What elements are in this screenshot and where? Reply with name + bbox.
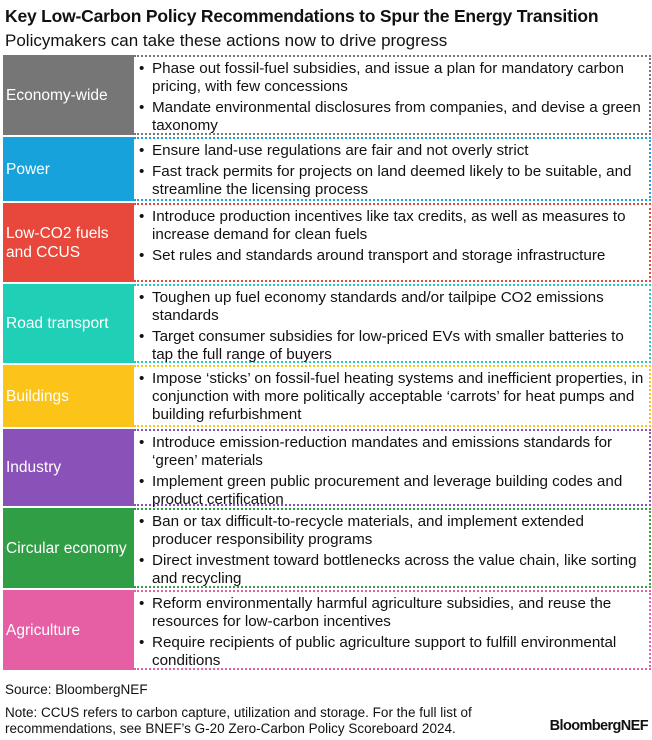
category-label: Circular economy <box>3 508 134 588</box>
bullet-list <box>138 370 645 424</box>
list-item: • Ban or tax difficult-to-recycle materials, and implement extended producer responsibility programs <box>138 513 645 549</box>
category-label: Economy-wide <box>3 55 134 135</box>
list-item: • Target consumer subsidies for low-priced EVs with smaller batteries to tap the full range of buyers <box>138 328 645 364</box>
recommendation-cell <box>134 284 651 363</box>
table-row <box>3 508 651 588</box>
recommendation-cell <box>134 508 651 588</box>
table-row <box>3 55 651 135</box>
table-row <box>3 284 651 363</box>
bullet-list <box>138 142 645 199</box>
list-item: • Ensure land-use regulations are fair and not overly strict <box>138 142 645 160</box>
category-label: Industry <box>3 429 134 506</box>
list-item: • Fast track permits for projects on land deemed likely to be suitable, and streamline the licensing process <box>138 163 645 199</box>
list-item: • Toughen up fuel economy standards and/or tailpipe CO2 emissions standards <box>138 289 645 325</box>
category-label: Agriculture <box>3 590 134 670</box>
recommendation-cell <box>134 429 651 506</box>
list-item: • Phase out fossil-fuel subsidies, and issue a plan for mandatory carbon pricing, with few concessions <box>138 60 645 96</box>
recommendation-cell <box>134 55 651 135</box>
bullet-list <box>138 289 645 364</box>
bullet-list <box>138 434 645 509</box>
bullet-list <box>138 60 645 135</box>
source-text: Source: BloombergNEF <box>5 682 148 697</box>
bullet-list <box>138 513 645 588</box>
table-row <box>3 429 651 506</box>
list-item: • Set rules and standards around transport and storage infrastructure <box>138 247 645 265</box>
list-item: • Introduce production incentives like tax credits, as well as measures to increase demand for clean fuels <box>138 208 645 244</box>
note-text: Note: CCUS refers to carbon capture, utilization and storage. For the full list of recommendations, see BNEF’s G-20 Zero-Carbon Policy Scoreboard 2024. <box>5 705 472 736</box>
recommendation-cell <box>134 365 651 427</box>
bullet-list <box>138 208 645 265</box>
list-item: • Reform environmentally harmful agriculture subsidies, and reuse the resources for low-carbon incentives <box>138 595 645 631</box>
table-row <box>3 203 651 282</box>
table-row <box>3 365 651 427</box>
brand-logo: BloombergNEF <box>549 718 648 734</box>
recommendation-cell <box>134 203 651 282</box>
table-row <box>3 137 651 201</box>
list-item: • Introduce emission-reduction mandates and emissions standards for ‘green’ materials <box>138 434 645 470</box>
category-label: Road transport <box>3 284 134 363</box>
table-row <box>3 590 651 670</box>
list-item: • Implement green public procurement and leverage building codes and product certification <box>138 473 645 509</box>
recommendation-cell <box>134 590 651 670</box>
category-label: Buildings <box>3 365 134 427</box>
list-item: • Impose ‘sticks’ on fossil-fuel heating systems and inefficient properties, in conjunction with more politically acceptable ‘carrots’ for heat pumps and building refurbishment <box>138 370 645 424</box>
category-label: Low-CO2 fuels and CCUS <box>3 203 134 282</box>
category-label: Power <box>3 137 134 201</box>
bullet-list <box>138 595 645 670</box>
list-item: • Mandate environmental disclosures from companies, and devise a green taxonomy <box>138 99 645 135</box>
list-item: • Direct investment toward bottlenecks across the value chain, like sorting and recycling <box>138 552 645 588</box>
recommendation-cell <box>134 137 651 201</box>
page-subtitle: Policymakers can take these actions now to drive progress <box>5 31 448 50</box>
list-item: • Require recipients of public agriculture support to fulfill environmental conditions <box>138 634 645 670</box>
page-title: Key Low-Carbon Policy Recommendations to Spur the Energy Transition <box>5 6 599 26</box>
